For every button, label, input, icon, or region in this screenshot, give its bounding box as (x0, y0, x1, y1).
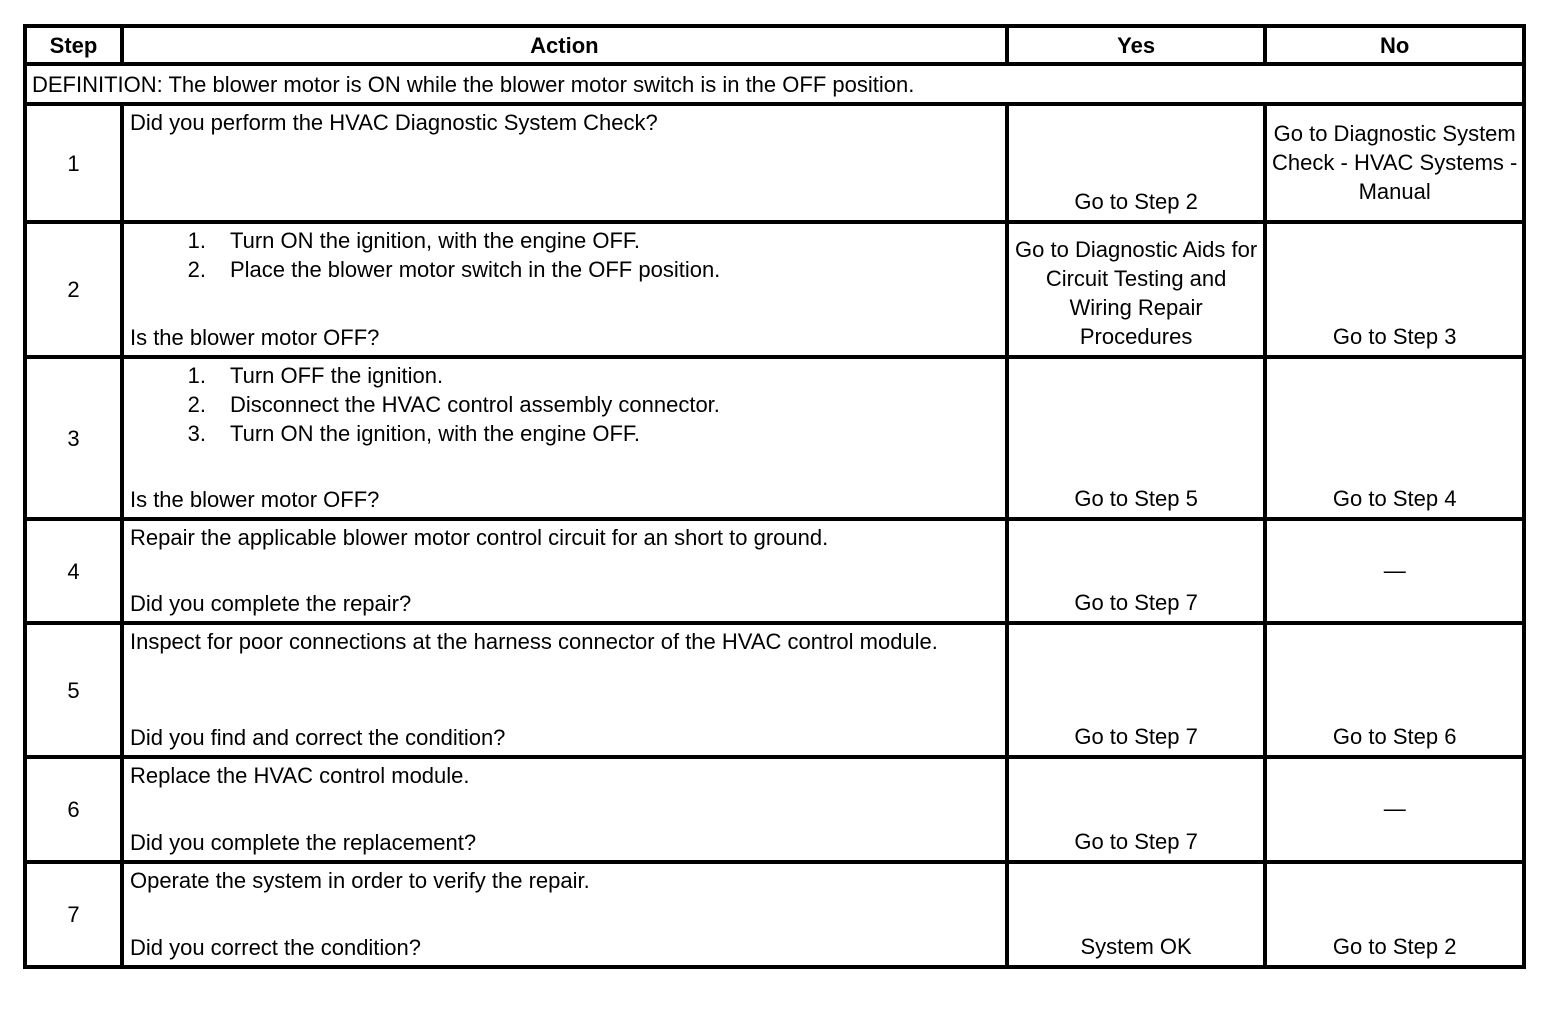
list-item (130, 361, 997, 390)
step-number: 1 (25, 104, 122, 222)
no-outcome: Go to Step 4 (1265, 357, 1524, 519)
list-item-number: 2. (187, 257, 206, 282)
step-number: 2 (25, 222, 122, 357)
action-question: Did you complete the repair? (129, 591, 412, 616)
list-item-number: 1. (187, 363, 206, 388)
action-cell (122, 623, 1007, 757)
action-cell (122, 104, 1007, 222)
header-action: Action (122, 26, 1007, 64)
action-cell (122, 757, 1007, 862)
yes-outcome: Go to Step 7 (1007, 623, 1266, 757)
header-yes: Yes (1007, 26, 1266, 64)
yes-outcome: Go to Step 7 (1007, 519, 1266, 623)
table-row (25, 862, 1524, 967)
step-number: 3 (25, 357, 122, 519)
step-number: 7 (25, 862, 122, 967)
action-question: Is the blower motor OFF? (129, 325, 380, 350)
table-row (25, 757, 1524, 862)
definition-text: DEFINITION: The blower motor is ON while the blower motor switch is in the OFF position. (25, 64, 1524, 104)
header-row (25, 26, 1524, 64)
step-number: 6 (25, 757, 122, 862)
list-item (130, 255, 997, 284)
list-item-text: Disconnect the HVAC control assembly connector. (229, 392, 720, 417)
yes-outcome: Go to Step 2 (1007, 104, 1266, 222)
header-no: No (1265, 26, 1524, 64)
action-step-list (130, 226, 997, 284)
list-item-number: 3. (187, 421, 206, 446)
yes-outcome: Go to Diagnostic Aids for Circuit Testing and Wiring Repair Procedures (1007, 222, 1266, 357)
no-outcome: — (1265, 757, 1524, 862)
action-intro: Did you perform the HVAC Diagnostic System Check? (129, 110, 658, 135)
list-item-text: Place the blower motor switch in the OFF position. (229, 257, 721, 282)
action-cell (122, 222, 1007, 357)
no-outcome: — (1265, 519, 1524, 623)
list-item-text: Turn OFF the ignition. (229, 363, 444, 388)
list-item (130, 419, 997, 448)
list-item (130, 226, 997, 255)
table-row (25, 623, 1524, 757)
definition-row (25, 64, 1524, 104)
action-cell (122, 357, 1007, 519)
step-number: 4 (25, 519, 122, 623)
action-intro: Repair the applicable blower motor control circuit for an short to ground. (129, 525, 829, 550)
table-row (25, 357, 1524, 519)
action-cell (122, 862, 1007, 967)
yes-outcome: Go to Step 7 (1007, 757, 1266, 862)
no-outcome: Go to Step 3 (1265, 222, 1524, 357)
no-outcome: Go to Step 2 (1265, 862, 1524, 967)
action-question: Did you complete the replacement? (129, 830, 477, 855)
no-outcome: Go to Diagnostic System Check - HVAC Systems - Manual (1265, 104, 1524, 222)
yes-outcome: System OK (1007, 862, 1266, 967)
list-item-number: 2. (187, 392, 206, 417)
list-item (130, 390, 997, 419)
step-number: 5 (25, 623, 122, 757)
table-row (25, 519, 1524, 623)
action-intro: Replace the HVAC control module. (129, 763, 470, 788)
action-intro: Operate the system in order to verify the repair. (129, 868, 590, 893)
diagnostic-table (23, 24, 1526, 969)
action-cell (122, 519, 1007, 623)
table-row (25, 104, 1524, 222)
list-item-text: Turn ON the ignition, with the engine OFF. (229, 228, 641, 253)
action-intro: Inspect for poor connections at the harness connector of the HVAC control module. (129, 629, 938, 654)
list-item-number: 1. (187, 228, 206, 253)
list-item-text: Turn ON the ignition, with the engine OFF. (229, 421, 641, 446)
action-question: Did you find and correct the condition? (129, 725, 506, 750)
header-step: Step (25, 26, 122, 64)
action-question: Did you correct the condition? (129, 935, 422, 960)
action-question: Is the blower motor OFF? (129, 487, 380, 512)
no-outcome: Go to Step 6 (1265, 623, 1524, 757)
yes-outcome: Go to Step 5 (1007, 357, 1266, 519)
action-step-list (130, 361, 997, 448)
table-row (25, 222, 1524, 357)
